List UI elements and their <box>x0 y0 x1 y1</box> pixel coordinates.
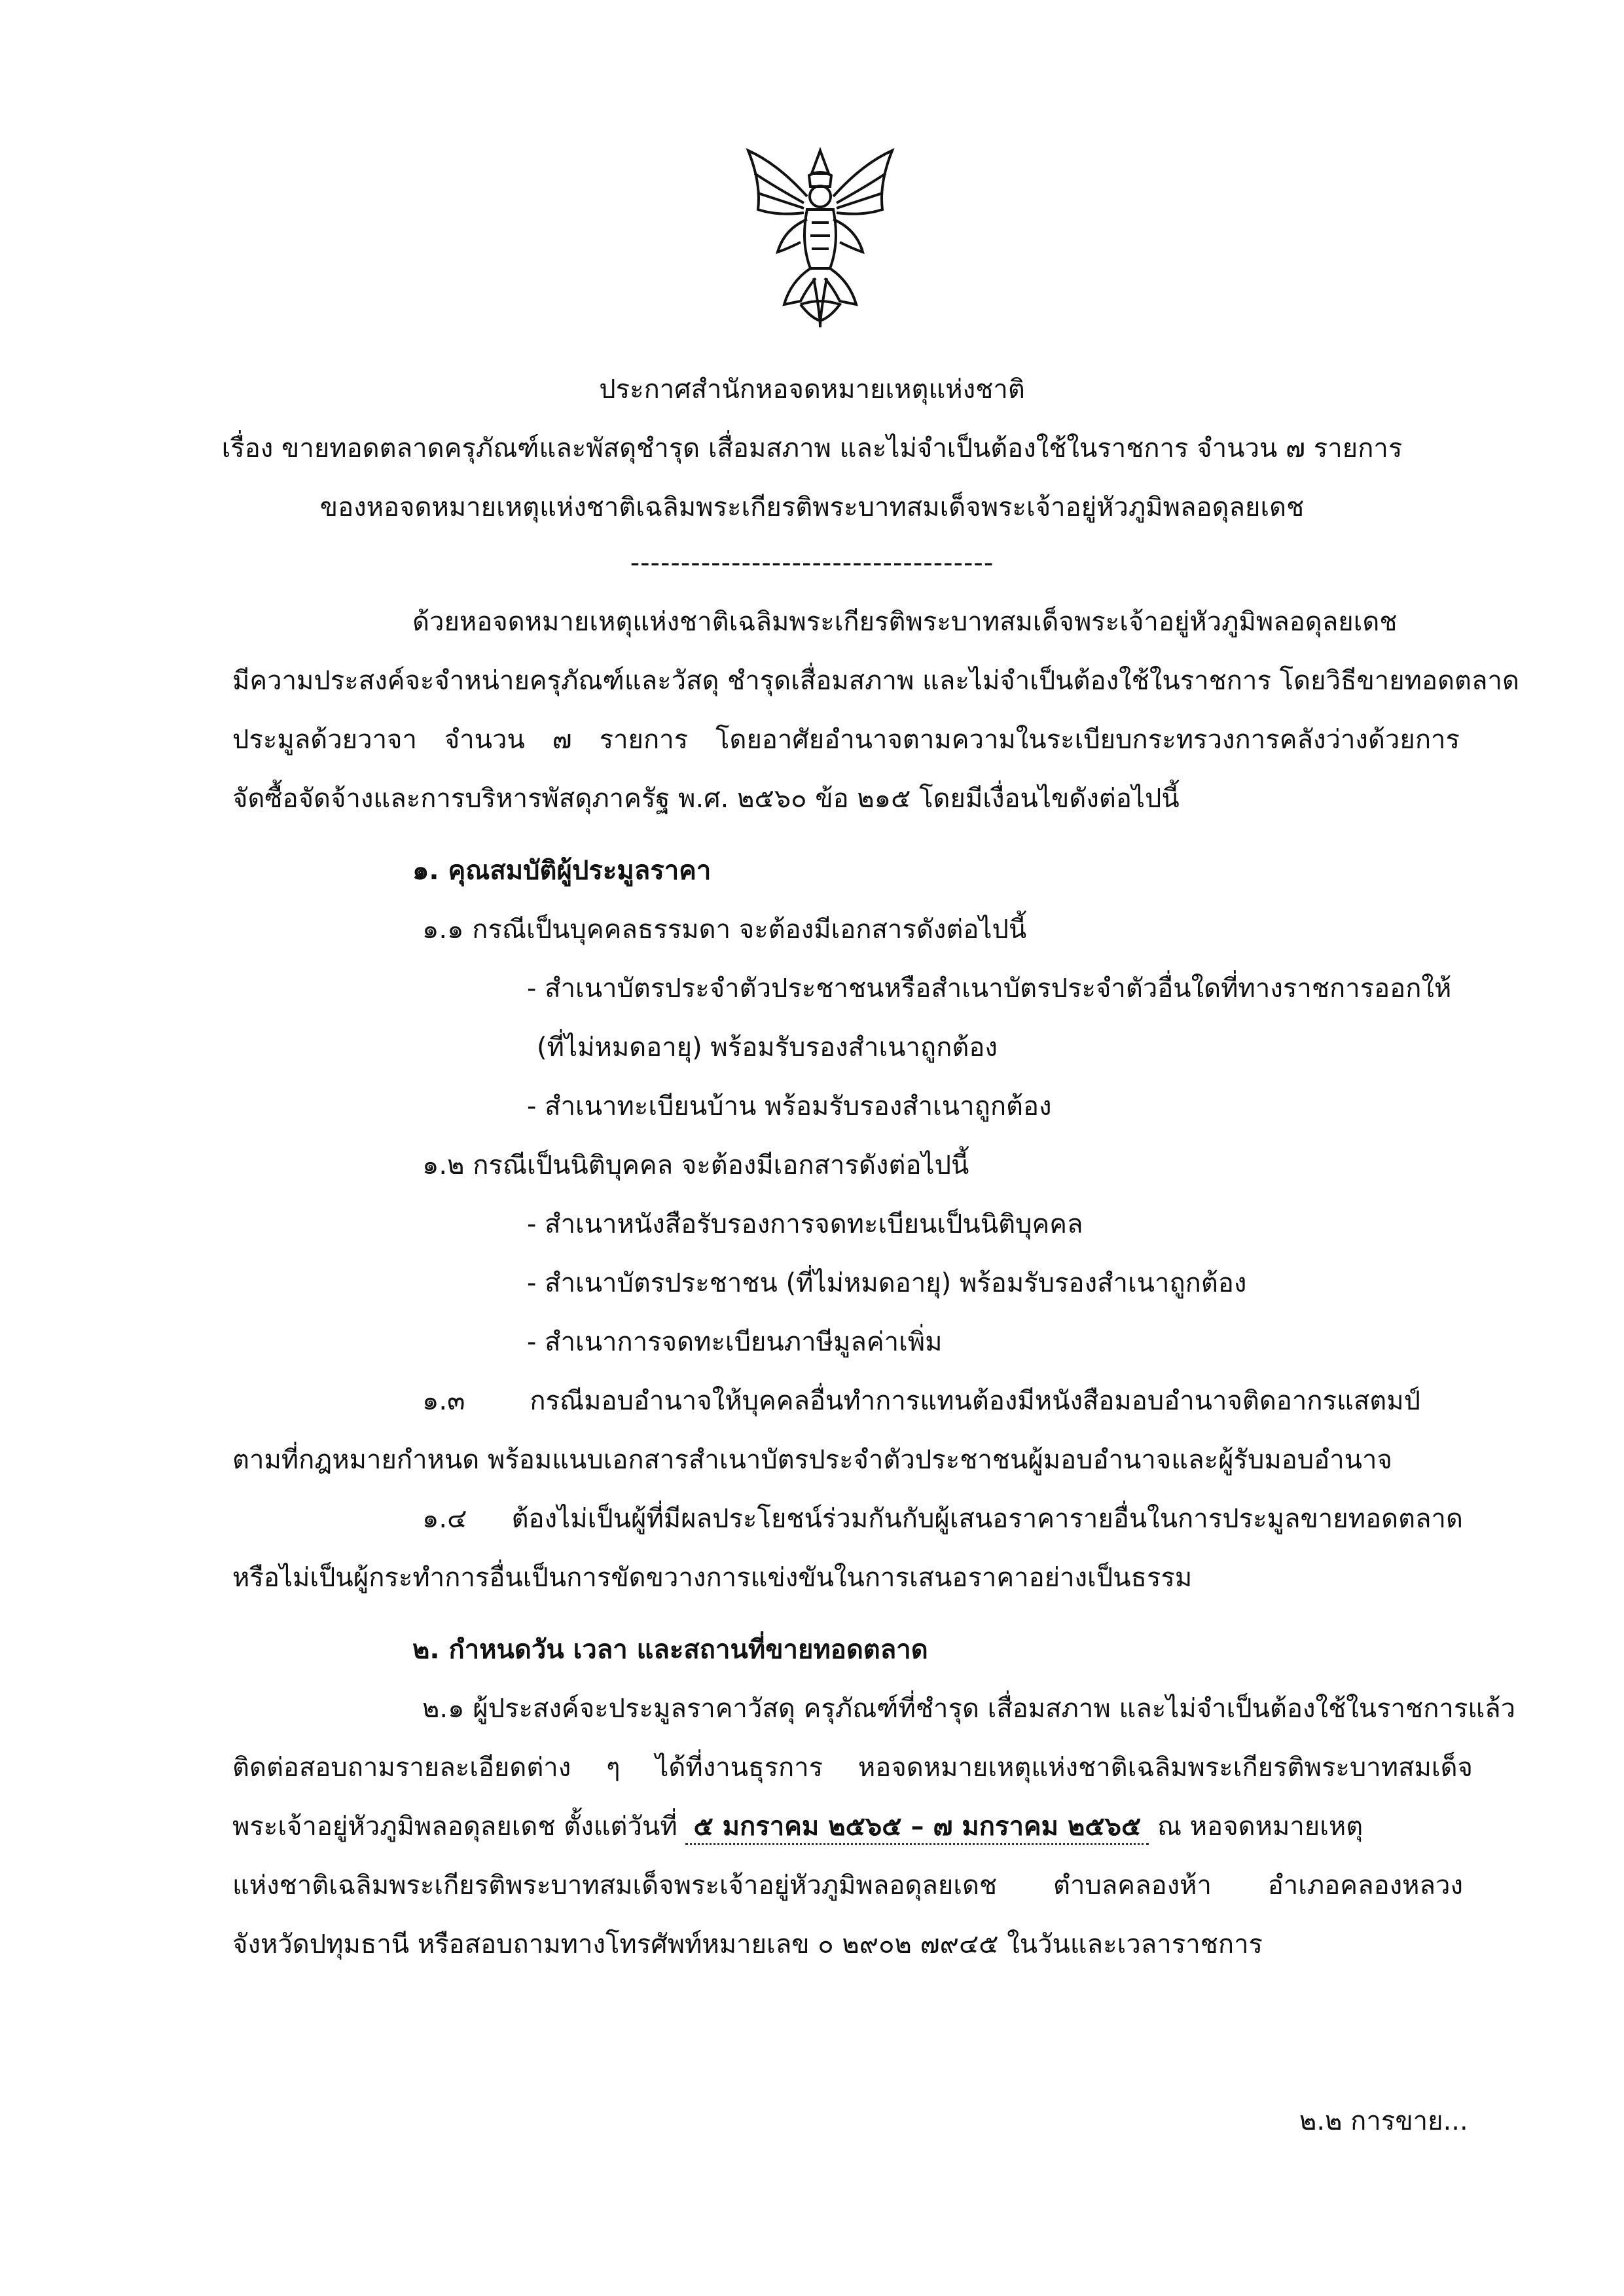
item-1-1-a: - สำเนาบัตรประจำตัวประชาชนหรือสำเนาบัตรประจำตัวอื่นใดที่ทางราชการออกให้ <box>527 974 1452 1004</box>
item-2-1-date-prefix: พระเจ้าอยู่หัวภูมิพลอดุลยเดช ตั้งแต่วันที่ <box>232 1812 677 1842</box>
item-2-1-line-3 <box>232 1807 1363 1846</box>
item-1-4-cont: หรือไม่เป็นผู้กระทำการอื่นเป็นการขัดขวางการแข่งขันในการเสนอราคาอย่างเป็นธรรม <box>232 1563 1193 1593</box>
page-continuation: ๒.๒ การขาย... <box>1299 2106 1468 2136</box>
item-2-1-line-1: ๒.๑ ผู้ประสงค์จะประมูลราคาวัสดุ ครุภัณฑ์ที่ชำรุด เสื่อมสภาพ และไม่จำเป็นต้องใช้ในราชการแล้ว <box>422 1694 1516 1724</box>
intro-line-1: ด้วยหอจดหมายเหตุแห่งชาติเฉลิมพระเกียรติพระบาทสมเด็จพระเจ้าอยู่หัวภูมิพลอดุลยเดช <box>412 607 1398 637</box>
item-2-1-line-2: ติดต่อสอบถามรายละเอียดต่าง ๆ ได้ที่งานธุรการ หอจดหมายเหตุแห่งชาติเฉลิมพระเกียรติพระบาทสมเด็จ <box>232 1753 1473 1783</box>
section-2-heading: ๒. กำหนดวัน เวลา และสถานที่ขายทอดตลาด <box>412 1635 928 1665</box>
item-1-1-a-cont: (ที่ไม่หมดอายุ) พร้อมรับรองสำเนาถูกต้อง <box>537 1032 998 1063</box>
header-divider: ------------------------------------ <box>630 548 994 578</box>
garuda-emblem-icon <box>738 137 902 334</box>
section-1-heading: ๑. คุณสมบัติผู้ประมูลราคา <box>412 856 712 886</box>
item-1-1-b: - สำเนาทะเบียนบ้าน พร้อมรับรองสำเนาถูกต้อง <box>527 1091 1052 1121</box>
intro-line-4: จัดซื้อจัดจ้างและการบริหารพัสดุภาครัฐ พ.ศ. ๒๕๖๐ ข้อ ๒๑๕ โดยมีเงื่อนไขดังต่อไปนี้ <box>232 784 1180 814</box>
item-2-1-line-5: จังหวัดปทุมธานี หรือสอบถามทางโทรศัพท์หมายเลข ๐ ๒๙๐๒ ๗๙๔๕ ในวันและเวลาราชการ <box>232 1929 1263 1959</box>
sale-date-range: ๕ มกราคม ๒๕๖๕ – ๗ มกราคม ๒๕๖๕ <box>685 1810 1149 1845</box>
announcement-subject: เรื่อง ขายทอดตลาดครุภัณฑ์และพัสดุชำรุด เสื่อมสภาพ และไม่จำเป็นต้องใช้ในราชการ จำนวน ๗ รายการ <box>221 433 1403 464</box>
item-1-1: ๑.๑ กรณีเป็นบุคคลธรรมดา จะต้องมีเอกสารดังต่อไปนี้ <box>422 915 1027 945</box>
item-1-2-c: - สำเนาการจดทะเบียนภาษีมูลค่าเพิ่ม <box>527 1327 943 1357</box>
item-1-2-a: - สำเนาหนังสือรับรองการจดทะเบียนเป็นนิติบุคคล <box>527 1209 1083 1239</box>
item-1-2-b: - สำเนาบัตรประชาชน (ที่ไม่หมดอายุ) พร้อมรับรองสำเนาถูกต้อง <box>527 1268 1247 1298</box>
item-2-1-line-4: แห่งชาติเฉลิมพระเกียรติพระบาทสมเด็จพระเจ้าอยู่หัวภูมิพลอดุลยเดช ตำบลคลองห้า อำเภอคลองหลวง <box>232 1870 1463 1901</box>
item-1-2: ๑.๒ กรณีเป็นนิติบุคคล จะต้องมีเอกสารดังต่อไปนี้ <box>422 1150 969 1180</box>
item-1-3: ๑.๓ กรณีมอบอำนาจให้บุคคลอื่นทำการแทนต้องมีหนังสือมอบอำนาจติดอากรแสตมป์ <box>422 1386 1420 1416</box>
item-1-3-cont: ตามที่กฎหมายกำหนด พร้อมแนบเอกสารสำเนาบัตรประจำตัวประชาชนผู้มอบอำนาจและผู้รับมอบอำนาจ <box>232 1445 1392 1475</box>
item-2-1-date-suffix: ณ หอจดหมายเหตุ <box>1157 1812 1363 1842</box>
item-1-4: ๑.๔ ต้องไม่เป็นผู้ที่มีผลประโยชน์ร่วมกันกับผู้เสนอราคารายอื่นในการประมูลขายทอดตลาด <box>422 1504 1463 1534</box>
intro-line-3: ประมูลด้วยวาจา จำนวน ๗ รายการ โดยอาศัยอำนาจตามความในระเบียบกระทรวงการคลังว่างด้วยการ <box>232 725 1460 755</box>
announcement-subject-line2: ของหอจดหมายเหตุแห่งชาติเฉลิมพระเกียรติพระบาทสมเด็จพระเจ้าอยู่หัวภูมิพลอดุลยเดช <box>319 492 1305 522</box>
intro-line-2: มีความประสงค์จะจำหน่ายครุภัณฑ์และวัสดุ ชำรุดเสื่อมสภาพ และไม่จำเป็นต้องใช้ในราชการ โดยวิธีขายทอดตลาด <box>232 666 1519 696</box>
announcement-title: ประกาศสำนักหอจดหมายเหตุแห่งชาติ <box>599 374 1025 405</box>
